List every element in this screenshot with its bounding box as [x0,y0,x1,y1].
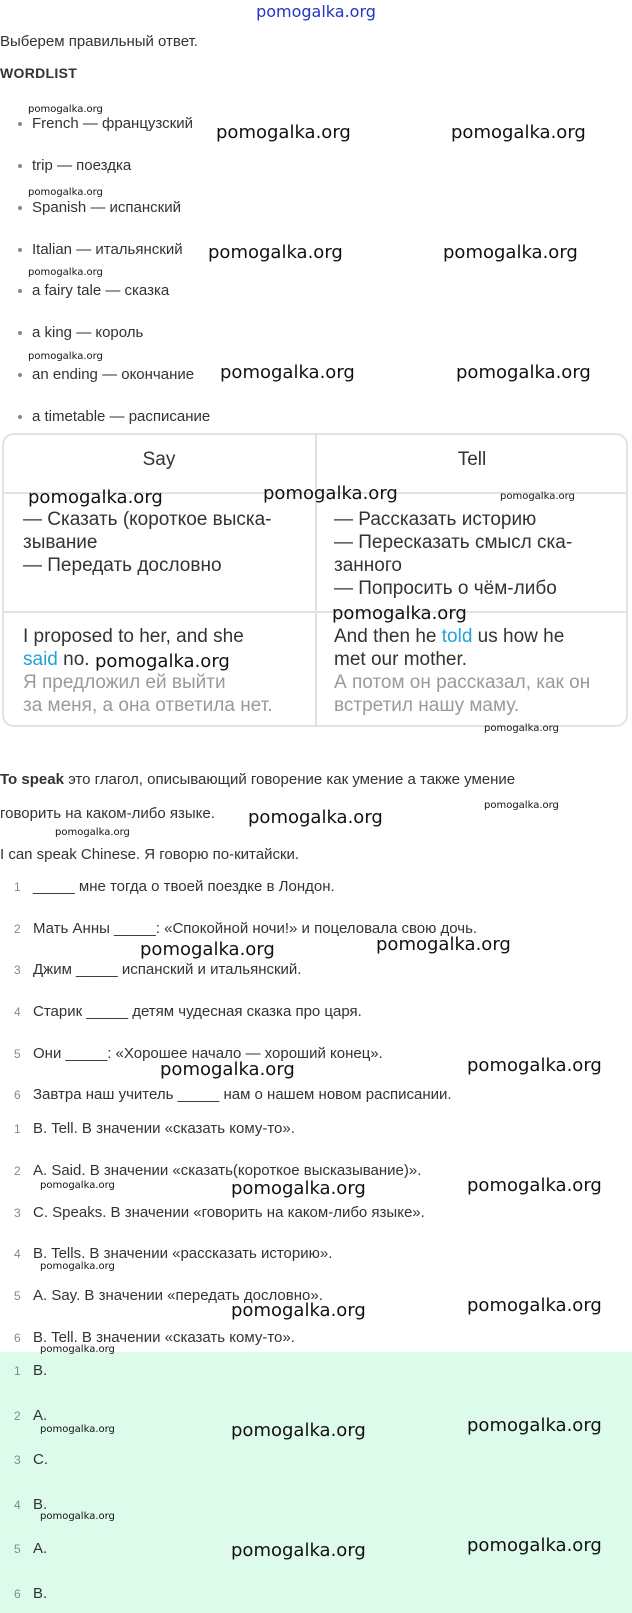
watermark: pomogalka.org [95,651,230,672]
highlighted-verb: told [441,626,473,647]
watermark: pomogalka.org [376,934,511,955]
wordlist-item: a king — король [18,323,143,343]
watermark: pomogalka.org [28,351,103,362]
answer-item: 6 B. [14,1585,48,1602]
column-header-say: Say [142,449,176,470]
watermark: pomogalka.org [467,1535,602,1556]
say-tell-table [2,433,628,727]
watermark: pomogalka.org [28,267,103,278]
watermark: pomogalka.org [160,1059,295,1080]
watermark: pomogalka.org [40,1261,115,1272]
table-divider [4,611,626,613]
answer-item: 5 A. [14,1540,48,1557]
watermark: pomogalka.org [231,1540,366,1561]
watermark: pomogalka.org [443,242,578,263]
bullet-icon [18,289,22,293]
watermark: pomogalka.org [28,487,163,508]
answer-item: 1 B. [14,1362,48,1379]
watermark: pomogalka.org [28,104,103,115]
watermark: pomogalka.org [451,122,586,143]
column-header-tell: Tell [457,449,487,470]
explanation-item: 6 B. Tell. В значении «сказать кому-то». [14,1329,295,1346]
watermark: pomogalka.org [231,1420,366,1441]
wordlist-item: a timetable — расписание [18,407,210,427]
watermark: pomogalka.org [216,122,351,143]
watermark: pomogalka.org [467,1175,602,1196]
watermark: pomogalka.org [484,723,559,734]
highlighted-verb: said [23,649,58,670]
say-example: I proposed to her, and she said no. Я предложил ей выйти за меня, а она ответила нет. [23,626,273,716]
watermark: pomogalka.org [467,1415,602,1436]
watermark: pomogalka.org [140,939,275,960]
intro-text: Выберем правильный ответ. [0,33,198,50]
watermark: pomogalka.org [231,1300,366,1321]
watermark: pomogalka.org [40,1344,115,1355]
tell-meanings: — Рассказать историю — Пересказать смысл ска- занного — Попросить о чём-либо [334,509,573,599]
watermark: pomogalka.org [500,491,575,502]
bullet-icon [18,331,22,335]
watermark: pomogalka.org [263,483,398,504]
exercise-item: 6 Завтра наш учитель _____ нам о нашем новом расписании. [14,1086,452,1103]
watermark: pomogalka.org [40,1511,115,1522]
exercise-item: 2 Мать Анны _____: «Спокойной ночи!» и поцеловала свою дочь. [14,920,478,937]
watermark: pomogalka.org [456,362,591,383]
speak-definition-cont: говорить на каком-либо языке. [0,805,215,822]
exercise-item: 1 _____ мне тогда о твоей поездке в Лондон. [14,878,335,895]
bullet-icon [18,373,22,377]
table-divider [315,435,317,725]
explanation-item: 2 A. Said. В значении «сказать(короткое высказывание)». [14,1162,422,1179]
bullet-icon [18,206,22,210]
wordlist-item: trip — поездка [18,156,131,176]
explanation-item: 1 B. Tell. В значении «сказать кому-то». [14,1120,295,1137]
watermark: pomogalka.org [467,1055,602,1076]
answer-item: 4 B. [14,1496,48,1513]
exercise-item: 3 Джим _____ испанский и итальянский. [14,961,302,978]
watermark: pomogalka.org [332,603,467,624]
answer-item: 2 A. [14,1407,48,1424]
watermark: pomogalka.org [484,800,559,811]
speak-definition: To speak это глагол, описывающий говорение как умение а также умение [0,771,516,788]
bullet-icon [18,248,22,252]
wordlist-item: an ending — окончание [18,365,194,385]
watermark: pomogalka.org [231,1178,366,1199]
site-header-link[interactable]: pomogalka.org [256,2,376,21]
wordlist-title: WORDLIST [0,65,78,81]
watermark: pomogalka.org [40,1180,115,1191]
watermark: pomogalka.org [220,362,355,383]
answers-panel [0,1352,632,1613]
speak-example: I can speak Chinese. Я говорю по-китайски. [0,846,300,863]
bullet-icon [18,415,22,419]
wordlist-item: French — французский [18,114,193,134]
tell-example: And then he told us how he met our mother. А потом он рассказал, как он встретил нашу маму. [334,626,591,716]
watermark: pomogalka.org [55,827,130,838]
watermark: pomogalka.org [208,242,343,263]
answer-item: 3 C. [14,1451,48,1468]
wordlist-item: a fairy tale — сказка [18,281,169,301]
say-meanings: — Сказать (короткое выска- зывание — Передать дословно [23,509,272,576]
wordlist-item: Italian — итальянский [18,240,183,260]
exercise-item: 4 Старик _____ детям чудесная сказка про царя. [14,1003,362,1020]
watermark: pomogalka.org [28,187,103,198]
watermark: pomogalka.org [40,1424,115,1435]
exercise-item: 5 Они _____: «Хорошее начало — хороший конец». [14,1045,383,1062]
bullet-icon [18,164,22,168]
bullet-icon [18,122,22,126]
explanation-item: 3 C. Speaks. В значении «говорить на каком-либо языке». [14,1204,425,1221]
wordlist-item: Spanish — испанский [18,198,181,218]
explanation-item: 5 A. Say. В значении «передать дословно». [14,1287,323,1304]
watermark: pomogalka.org [248,807,383,828]
explanation-item: 4 B. Tells. В значении «рассказать историю». [14,1245,333,1262]
watermark: pomogalka.org [467,1295,602,1316]
